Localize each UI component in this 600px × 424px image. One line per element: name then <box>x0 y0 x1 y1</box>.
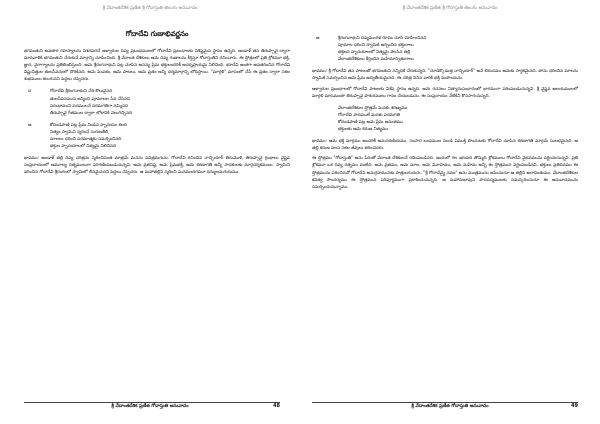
page-content <box>24 30 290 180</box>
paragraph: ఈ స్తోత్రము "గోదాస్తుతి" అను పేరుతో వేదాంత దేశికులచే రచింపబడినది. ఇందులో గల ఇరువది తొమ్మిది శ్లోకములు గోదాదేవి వైభవమును వర్ణించుచున్నవి. ప్రతి శ్లోకమూ ఒక దివ్య రత్నము వంటిది. ఆమె వ్రతము, ఆమె మాల, ఆమె వివాహము, ఆమె మహిమ అన్నీ ఈ స్తోత్రమున వర్ణింపబడినవి. భక్తులు ప్రతిదినము ఈ స్తోత్రమును పఠించినచో గోదాదేవి అనుగ్రహమునకు పాత్రులగుదురు. "శ్రీ గోదాదేవ్యై నమః" అను మంత్రమును జపించుచూ ఆ తల్లిని ఆరాధింతుము. వేదాంతదేశికుల కవిత్వ సౌందర్యము ఈ స్తోత్రమున పరిపూర్ణముగా ప్రకాశించుచున్నది. ఆ మహానుభావుని పాదపద్మములకు నమస్కరించుచూ ఈ అనువాదమును సమర్పించుచున్నాము. <box>312 156 578 190</box>
verse-line: తులసీవనమున జన్మించి పూమాలల సేవ చేసినది <box>50 96 131 102</box>
footer-text: శ్రీ వేదాంతదేశిక ప్రణీత గోదాస్తుతి అనువాదం <box>111 404 189 409</box>
verse-lines <box>44 122 290 150</box>
verse-line: నిత్యం స్వామిని స్మరించే సుగుణశీలి <box>50 129 109 135</box>
verse-line: గోదాదేవి పాదములే మనకు పరమగతి <box>338 112 400 118</box>
chapter-title: గోదాదేవి గుణాభివర్ణనం <box>125 30 189 38</box>
verse-marker: అ <box>28 122 32 128</box>
verse-block <box>24 122 290 150</box>
verse-line: వేదాంతదేశికులు కీర్తించిన మహిమాన్వితురాలు <box>338 57 414 63</box>
verse-line: తిరుప్పావై గీతముల ద్వారా లోకానికి వెలుగిచ్చినది <box>50 110 133 116</box>
verse-line: భక్తజన హృదయాలలో నిత్యమై వెలసిన తల్లి <box>338 50 411 56</box>
verse-line: భక్తుల హృదయాలలో నిత్యమై నిలిచినది <box>50 144 117 150</box>
verse-line: మాలలు ధరించి పరమాత్మకు సమర్పించినది <box>50 137 122 143</box>
paragraph: భావము: ఆండాళ్ తల్లి దివ్య చరిత్రను స్మరించినంత మాత్రమే మనసు పవిత్రమగును. గోదాదేవి రచించిన నాచ్చియార్ తిరుమొళి, తిరుప్పావై గ్రంథాలు వైష్ణవ సంప్రదాయంలో అమూల్య రత్నములుగా పరిగణింపబడుచున్నవి. ఆమె వ్రతనిష్ఠ, ఆమె ప్రేమభక్తి, ఆమె శరణాగతి అన్నీ సాధకులకు మార్గదర్శకములు. స్వామిని వరించిన గోదాదేవి శ్రీరంగంలో స్వామిలో లీనమైనదని పెద్దలు చెప్పెదరు. ఆ మహాతల్లిని స్మరించి మనమందరమూ ధన్యులమగుదుము. <box>24 156 290 176</box>
footer-text: శ్రీ వేదాంతదేశిక ప్రణీత గోదాస్తుతి అనువాదం <box>411 404 489 409</box>
footer-rule <box>312 402 578 403</box>
paragraph: భావము: ఆమె భక్తి మార్గము అందరికీ అనుసరణీయము. సంసార బంధముల నుండి విముక్తి పొందుటకు గోదాదేవి చూపిన శరణాగతి మార్గమే సులభమైనది. ఆ తల్లి కరుణ వలన సకల జీవులు తరించెదరు. <box>312 139 578 152</box>
verse-lines <box>332 105 578 133</box>
verse-block <box>24 88 290 116</box>
verse-block <box>312 105 578 133</box>
page-footer <box>300 402 600 412</box>
paragraph: భగవంతుని అవతార రహస్యాలను విశదపరచే ఆళ్వారుల దివ్య ప్రబంధములలో గోదాదేవి ప్రబంధాలకు విశిష్టమైన స్థానం ఉన్నది. ఆండాళ్ తన తిరుప్పావై ద్వారా మానవాళికి భగవంతుని చేరుకునే మార్గాన్ని చూపించింది. శ్రీ వేదాంత దేశికులు ఆమె దివ్య గుణాలను కీర్తిస్తూ గోదాస్తుతిని రచించారు. ఈ స్తోత్రంలో ప్రతి శ్లోకమూ భక్తి, జ్ఞాన, వైరాగ్యాలను ప్రతిబింబిస్తుంది. ఆమె శ్రీరంగనాథుని పట్ల చూపిన అనన్య ప్రేమ భక్తులందరికీ ఆదర్శప్రాయమై నిలిచింది. భూదేవి అంశగా అవతరించిన గోదాదేవి విష్ణుచిత్తుల తులసీవనంలో దొరికినది. ఆమె పెంపకం, ఆమె పాటలు, ఆమె వ్రతం అన్నీ ధర్మమార్గాన్ని బోధిస్తాయి. "మార్గళి" మాసంలో చేసే ఈ వ్రతం ద్వారా సకల శుభములు కలుగునని పెద్దలు చెప్పెదరు. <box>24 49 290 83</box>
verse-block <box>312 35 578 63</box>
page-number: 48 <box>273 403 280 409</box>
verse-lines <box>332 35 578 63</box>
verse-line: శ్రీరంగనాథుని దివ్యమంగళ రూపం చూసి మోహించినది <box>338 36 427 41</box>
verse-line: పరంధాముని పదములనే పరమగతిగా నమ్మినది <box>50 103 129 109</box>
running-head: శ్రీ వేదాంతదేశిక ప్రణీత శ్రీ గోదాస్తుతి తెలుగు అనువాదం <box>102 6 198 11</box>
right-page <box>300 0 600 424</box>
verse-line: కోదండపాణి పట్ల ఆమె ప్రేమ అనంతము <box>338 119 403 125</box>
paragraph: భావము: శ్రీ గోదాదేవి తన పాటలతో భగవంతుని సన్నిధికి చేరుకున్నది. "చూడిక్కొడుత్త నాచ్చియార్" అనే బిరుదము ఆమెకు సార్థకమైనది. తాను ధరించిన మాలను స్వామికి సమర్పించిన ఆమె ప్రేమ అద్వితీయమైనది. ఈ చరిత్ర వినిన వారికి భక్తి పెంపొందును. <box>312 69 578 82</box>
verse-lines <box>44 88 290 116</box>
paragraph: ఆళ్వారుల ప్రబంధాలలో గోదాదేవి పాటలకు విశేష స్థానం ఉన్నది. ఆమె రచనలు నిత్యానుసంధానంలో భాగముగా పఠింపబడుచున్నవి. శ్రీ వైష్ణవ ఆలయములలో మార్గళి మాసమంతా తిరుప్పావై పాశురములు గానం చేయబడును. ఈ సంప్రదాయం నేటికినీ కొనసాగుచున్నది. <box>312 86 578 99</box>
verse-line: వేదాంతదేశికుల స్తోత్రమే మనకు శరణ్యము <box>338 105 408 111</box>
page-footer <box>0 402 300 412</box>
verse-line: పూమాల ధరించి స్వామికి అర్పించిన భక్తురాలు <box>338 43 414 49</box>
verse-marker: అ <box>316 36 320 41</box>
verse-line: భక్తులకు ఆమె కరుణ నిత్యము <box>338 127 388 133</box>
verse-marker <box>312 105 332 133</box>
running-head: శ్రీ వేదాంతదేశిక ప్రణీత శ్రీ గోదాస్తుతి తెలుగు అనువాదం <box>402 6 498 11</box>
verse-marker: ద <box>28 89 32 95</box>
footer-rule <box>24 402 280 403</box>
verse-line: గోదాదేవి శ్రీరంగనాథుని చేరి కొలువైనది <box>50 89 113 95</box>
verse-line: కోదండపాణి పట్ల ప్రేమ నిండిన హృదయం కలది <box>50 122 127 128</box>
page-content <box>312 30 578 194</box>
page-number: 49 <box>571 403 578 409</box>
